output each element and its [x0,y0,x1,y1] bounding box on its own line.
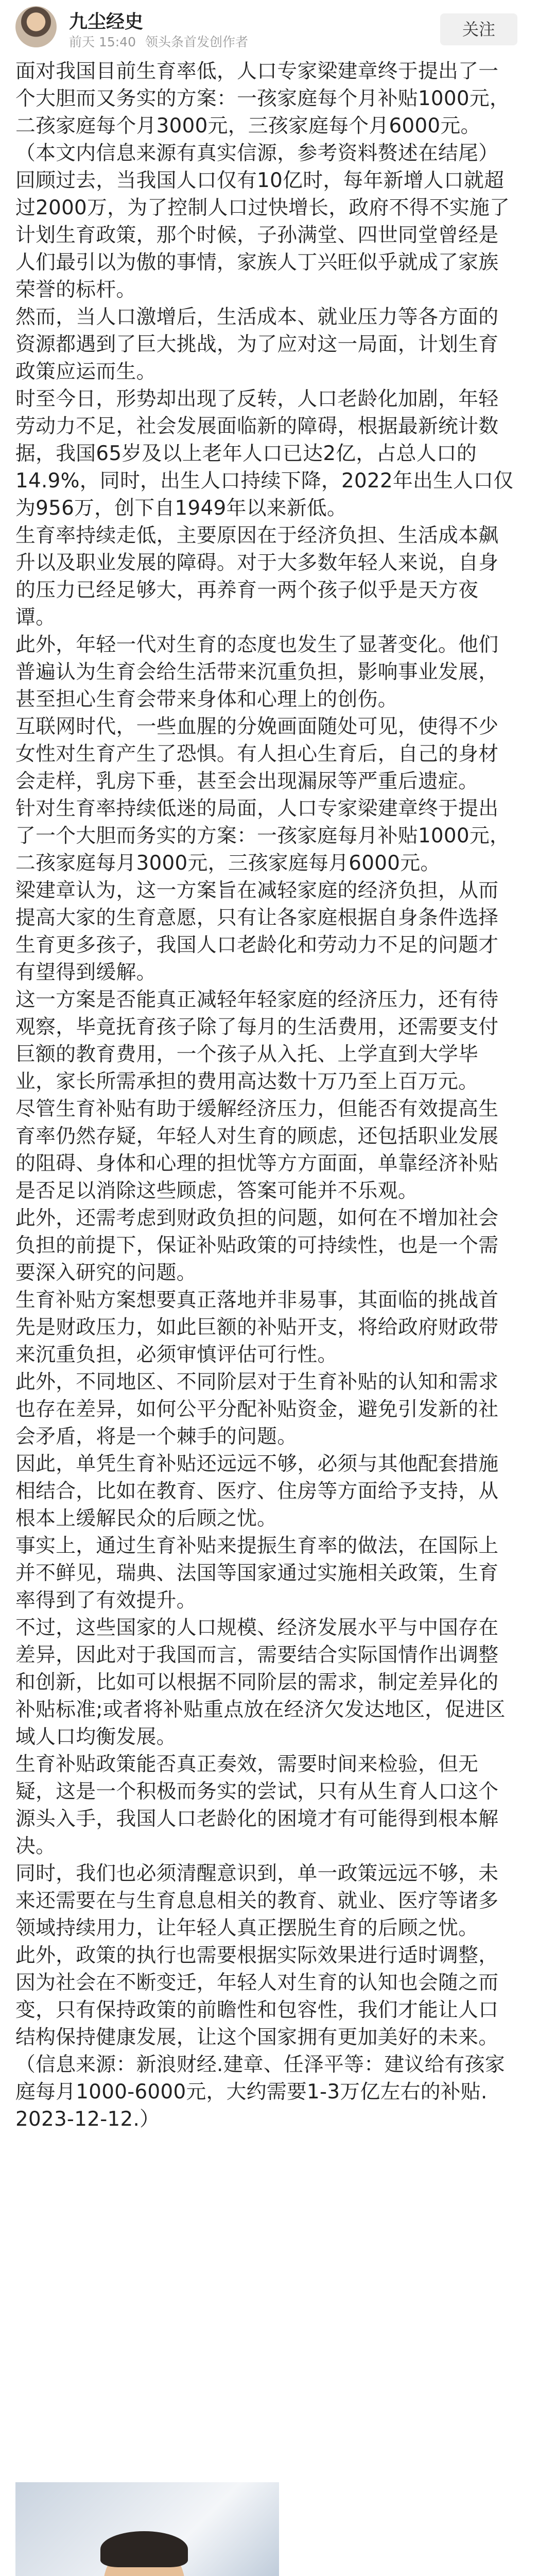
paragraph: （本文内信息来源有真实信源，参考资料赘述在结尾） [15,142,499,165]
paragraph: 面对我国目前生育率低，人口专家梁建章终于提出了一 个大胆而又务实的方案：一孩家庭每个月补贴1000元， 二孩家庭每个月3000元，三孩家庭每个月6000元。 [15,60,510,138]
paragraph: 因此，单凭生育补贴还远远不够，必须与其他配套措施 相结合，比如在教育、医疗、住房等方面给予支持，从 根本上缓解民众的后顾之忧。 [15,1452,499,1530]
author-name[interactable]: 九尘经史 [69,11,144,32]
paragraph: 生育率持续走低，主要原因在于经济负担、生活成本飙 升以及职业发展的障碍。对于大多数年轻人来说，自身 的压力已经足够大，再养育一两个孩子似乎是天方夜 谭。 [15,524,499,629]
article-body [15,58,541,2133]
paragraph: 针对生育率持续低迷的局面，人口专家梁建章终于提出 了一个大胆而务实的方案：一孩家庭每月补贴1000元， 二孩家庭每月3000元，三孩家庭每月6000元。 [15,797,510,875]
post-meta [69,32,253,50]
paragraph: 此外，还需考虑到财政负担的问题，如何在不增加社会 负担的前提下，保证补贴政策的可持续性，也是一个需 要深入研究的问题。 [15,1207,499,1284]
paragraph: 同时，我们也必须清醒意识到，单一政策远远不够，未 来还需要在与生育息息相关的教育、就业、医疗等诸多 领域持续用力，让年轻人真正摆脱生育的后顾之忧。 [15,1862,499,1940]
paragraph: 生育补贴方案想要真正落地并非易事，其面临的挑战首 先是财政压力，如此巨额的补贴开支，将给政府财政带 来沉重负担，必须审慎评估可行性。 [15,1289,499,1366]
paragraph: 回顾过去，当我国人口仅有10亿时，每年新增人口就超 过2000万，为了控制人口过快增长，政府不得不实施了 计划生育政策，那个时候，子孙满堂、四世同堂曾经是 人们最引以为傲的事情，家族人丁兴旺似乎就成了家族 荣誉的标杆。 [15,169,510,301]
paragraph: 这一方案是否能真正减轻年轻家庭的经济压力，还有待 观察，毕竟抚育孩子除了每月的生活费用，还需要支付 巨额的教育费用，一个孩子从入托、上学直到大学毕 业，家长所需承担的费用高达数十万乃至上百万元。 [15,988,499,1093]
follow-button[interactable]: 关注 [440,13,517,45]
paragraph: 生育补贴政策能否真正奏效，需要时间来检验，但无 疑，这是一个积极而务实的尝试，只有从生育人口这个 源头入手，我国人口老龄化的困境才有可能得到根本解 决。 [15,1753,499,1858]
source-note: （信息来源：新浪财经.建章、任泽平等：建议给有孩家 庭每月1000-6000元，大约需要1-3万亿左右的补贴. 2023-12-12.） [15,2053,505,2131]
speaker-photo[interactable] [15,2482,279,2576]
paragraph: 此外，年轻一代对生育的态度也发生了显著变化。他们 普遍认为生育会给生活带来沉重负担，影响事业发展， 甚至担心生育会带来身体和心理上的创伤。 [15,633,499,711]
post-time: 前天 15:40 [69,35,136,49]
hair-shape [100,2531,188,2567]
paragraph: 此外，不同地区、不同阶层对于生育补贴的认知和需求 也存在差异，如何公平分配补贴资金，避免引发新的社 会矛盾，将是一个棘手的问题。 [15,1370,499,1448]
paragraph: 尽管生育补贴有助于缓解经济压力，但能否有效提高生 育率仍然存疑，年轻人对生育的顾虑，还包括职业发展 的阻碍、身体和心理的担忧等方方面面，单靠经济补贴 是否足以消除这些顾虑，答案可能并不乐观。 [15,1097,499,1202]
paragraph: 梁建章认为，这一方案旨在减轻家庭的经济负担，从而 提高大家的生育意愿，只有让各家庭根据自身条件选择 生育更多孩子，我国人口老龄化和劳动力不足的问题才 有望得到缓解。 [15,879,499,984]
paragraph: 互联网时代，一些血腥的分娩画面随处可见，使得不少 女性对生育产生了恐惧。有人担心生育后，自己的身材 会走样，乳房下垂，甚至会出现漏尿等严重后遗症。 [15,715,499,793]
paragraph: 不过，这些国家的人口规模、经济发展水平与中国存在 差异，因此对于我国而言，需要结合实际国情作出调整 和创新，比如可以根据不同阶层的需求，制定差异化的 补贴标准;或者将补贴重点放在经济欠发达地区，促进区 域人口均衡发展。 [15,1616,506,1749]
creator-badge: 领头条首发创作者 [145,35,248,49]
paragraph: 时至今日，形势却出现了反转，人口老龄化加剧，年轻 劳动力不足，社会发展面临新的障碍，根据最新统计数 据，我国65岁及以上老年人口已达2亿，占总人口的 14.9%，同时，出生人口持续下降，2022年出生人口仅 为956万，创下自1949年以来新低。 [15,387,514,520]
author-avatar[interactable] [15,6,57,47]
article-header [0,0,556,57]
paragraph: 此外，政策的执行也需要根据实际效果进行适时调整， 因为社会在不断变迁，年轻人对生育的认知也会随之而 变，只有保持政策的前瞻性和包容性，我们才能让人口 结构保持健康发展，让这个国家拥有更加美好的未来。 [15,1944,499,2049]
paragraph: 事实上，通过生育补贴来提振生育率的做法，在国际上 并不鲜见，瑞典、法国等国家通过实施相关政策，生育 率得到了有效提升。 [15,1534,499,1612]
paragraph: 然而，当人口激增后，生活成本、就业压力等各方面的 资源都遇到了巨大挑战，为了应对这一局面，计划生育 政策应运而生。 [15,306,499,383]
